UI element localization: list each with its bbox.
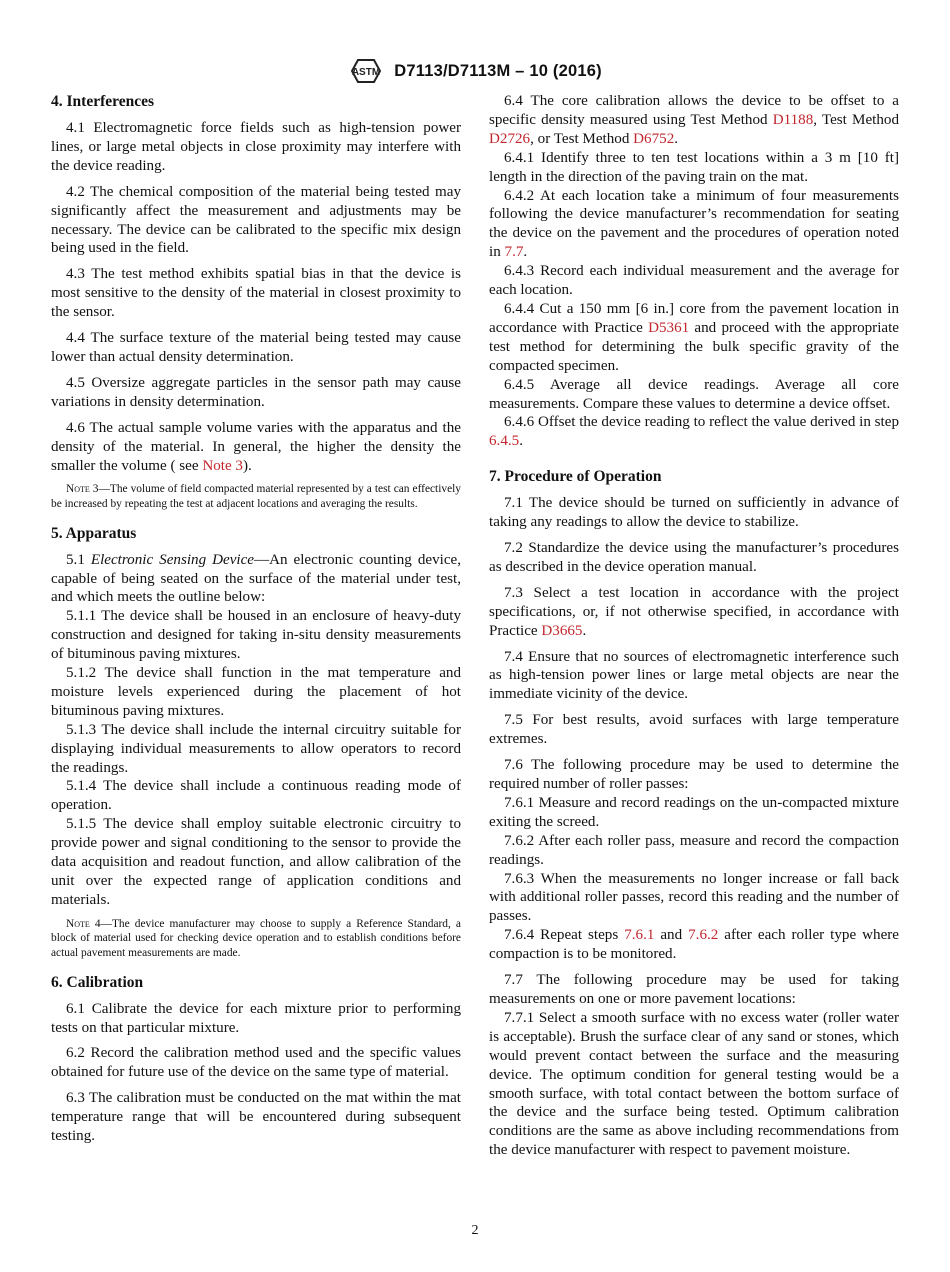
para-4-2: 4.2 The chemical composition of the material being tested may significantly affect the measurement and adjustments may be necessary. The device can be calibrated to the specific mix design being used in the field. [51,183,461,257]
para-5-1-1: 5.1.1 The device shall be housed in an enclosure of heavy-duty construction and designed for taking in-situ density measurements of bituminous paving mixtures. [51,608,461,663]
astm-logo-icon [348,56,384,86]
svg-text:ASTM: ASTM [352,67,381,78]
para-7-7: 7.7 The following procedure may be used for taking measurements on one or more pavement locations: [489,972,899,1007]
para-4-1: 4.1 Electromagnetic force fields such as high-tension power lines, or large metal objects in close proximity may interfere with the device reading. [51,120,461,174]
page-header [0,56,950,86]
note-4: Note 4—The device manufacturer may choose to supply a Reference Standard, a block of material used for checking device operation and to establish conditions before actual pavement measurements are made. [51,917,461,959]
para-4-5: 4.5 Oversize aggregate particles in the sensor path may cause variations in density determination. [51,374,461,410]
section-7-heading: 7. Procedure of Operation [489,468,662,486]
para-6-3: 6.3 The calibration must be conducted on the mat within the mat temperature range that will be encountered during subsequent testing. [51,1090,461,1145]
section-4-heading: 4. Interferences [51,93,155,110]
step-7-6-2-link[interactable]: 7.6.2 [688,927,719,944]
para-7-6-4: 7.6.4 Repeat steps 7.6.1 and 7.6.2 after each roller type where compaction is to be monitored. [489,927,899,963]
para-4-3: 4.3 The test method exhibits spatial bias in that the device is most sensitive to the density of the material in closest proximity to the sensor. [51,266,461,321]
section-5-heading: 5. Apparatus [51,524,137,542]
para-6-4-5: 6.4.5 Average all device readings. Average all core measurements. Compare these values to determine a device offset. [489,376,899,412]
para-7-2: 7.2 Standardize the device using the manufacturer’s procedures as described in the device operation manual. [489,540,899,575]
section-7-7-link[interactable]: 7.7 [504,244,524,261]
para-5-1: 5.1 Electronic Sensing Device—An electronic counting device, capable of being seated on the surface of the material under test, and which meets the outline below: [51,551,461,606]
d3665-link[interactable]: D3665 [541,622,583,639]
para-7-6: 7.6 The following procedure may be used to determine the required number of roller passes: [489,757,899,792]
section-6-heading: 6. Calibration [51,973,144,991]
d1188-link[interactable]: D1188 [772,111,814,128]
right-column [489,92,899,1160]
para-6-1: 6.1 Calibrate the device for each mixture prior to performing tests on that particular mixture. [51,1000,461,1036]
para-6-4: 6.4 The core calibration allows the device to be offset to a specific density measured using Test Method D1188, Test Method D2726, or Test Method D6752. [489,93,900,147]
document-designation: D7113/D7113M – 10 (2016) [394,61,602,80]
para-5-1-5: 5.1.5 The device shall employ suitable electronic circuitry to provide power and signal conditioning to the sensor to provide the data acquisition and readout function, and allow calibration of the unit over the expected range of application conditions and materials. [51,816,461,908]
para-7-6-3: 7.6.3 When the measurements no longer increase or fall back with additional roller passes, record this reading and the number of passes. [489,870,899,925]
step-6-4-5-link[interactable]: 6.4.5 [489,433,520,450]
para-7-5: 7.5 For best results, avoid surfaces with large temperature extremes. [489,712,899,748]
d2726-link[interactable]: D2726 [489,130,531,147]
para-7-4: 7.4 Ensure that no sources of electromagnetic interference such as high-tension power lines or large metal objects are near the immediate vicinity of the device. [489,648,899,703]
para-6-4-2: 6.4.2 At each location take a minimum of four measurements following the device manufacturer’s recommendation for seating the device on the pavement and the procedures of operation noted in 7.7. [489,187,899,261]
left-column [51,92,461,1153]
para-7-1: 7.1 The device should be turned on sufficiently in advance of taking any readings to allow the device to stabilize. [489,495,899,531]
step-7-6-1-link[interactable]: 7.6.1 [624,927,655,944]
para-6-2: 6.2 Record the calibration method used and the specific values obtained for future use of the device on the same type of material. [51,1045,461,1081]
para-4-6: 4.6 The actual sample volume varies with the apparatus and the density of the material. In general, the higher the density the smaller the volume ( see Note 3). [51,419,461,474]
note-3: Note 3—The volume of field compacted material represented by a test can effectively be increased by repeating the test at adjacent locations and averaging the results. [51,483,461,510]
para-6-4-6: 6.4.6 Offset the device reading to reflect the value derived in step 6.4.5. [489,414,899,450]
para-6-4-3: 6.4.3 Record each individual measurement and the average for each location. [489,263,899,299]
para-5-1-4: 5.1.4 The device shall include a continuous reading mode of operation. [51,778,461,814]
para-4-4: 4.4 The surface texture of the material being tested may cause lower than actual density determination. [51,330,461,365]
d5361-link[interactable]: D5361 [648,319,690,336]
page-number: 2 [471,1223,479,1238]
para-7-6-1: 7.6.1 Measure and record readings on the un-compacted mixture exiting the screed. [489,794,899,830]
para-6-4-4: 6.4.4 Cut a 150 mm [6 in.] core from the pavement location in accordance with Practice D5361 and proceed with the appropriate test method for determining the bulk specific gravity of the compacted specimen. [489,300,899,374]
para-7-7-1: 7.7.1 Select a smooth surface with no excess water (roller water is acceptable). Brush the surface clear of any sand or stones, which would prevent contact between the surface and the measuring device. The optimum condition for general testing would be a smooth surface, with total contact between the bottom surface of the device and the surface being tested. Optimum calibration conditions are the same as above including recommendations from the device manufacturer with respect to pavement moisture. [489,1009,899,1159]
para-5-1-2: 5.1.2 The device shall function in the mat temperature and moisture levels experienced during the placement of hot bituminous paving mixtures. [51,665,461,719]
para-7-6-2: 7.6.2 After each roller pass, measure and record the compaction readings. [489,832,899,868]
note-3-link[interactable]: Note 3 [202,457,243,474]
para-7-3: 7.3 Select a test location in accordance with the project specifications, or, if not otherwise specified, in accordance with Practice D3665. [489,584,899,639]
para-6-4-1: 6.4.1 Identify three to ten test locations within a 3 m [10 ft] length in the direction of the paving train on the mat. [489,149,899,185]
para-5-1-3: 5.1.3 The device shall include the internal circuitry suitable for displaying individual measurements to allow operators to record the readings. [51,721,461,776]
d6752-link[interactable]: D6752 [633,130,675,147]
